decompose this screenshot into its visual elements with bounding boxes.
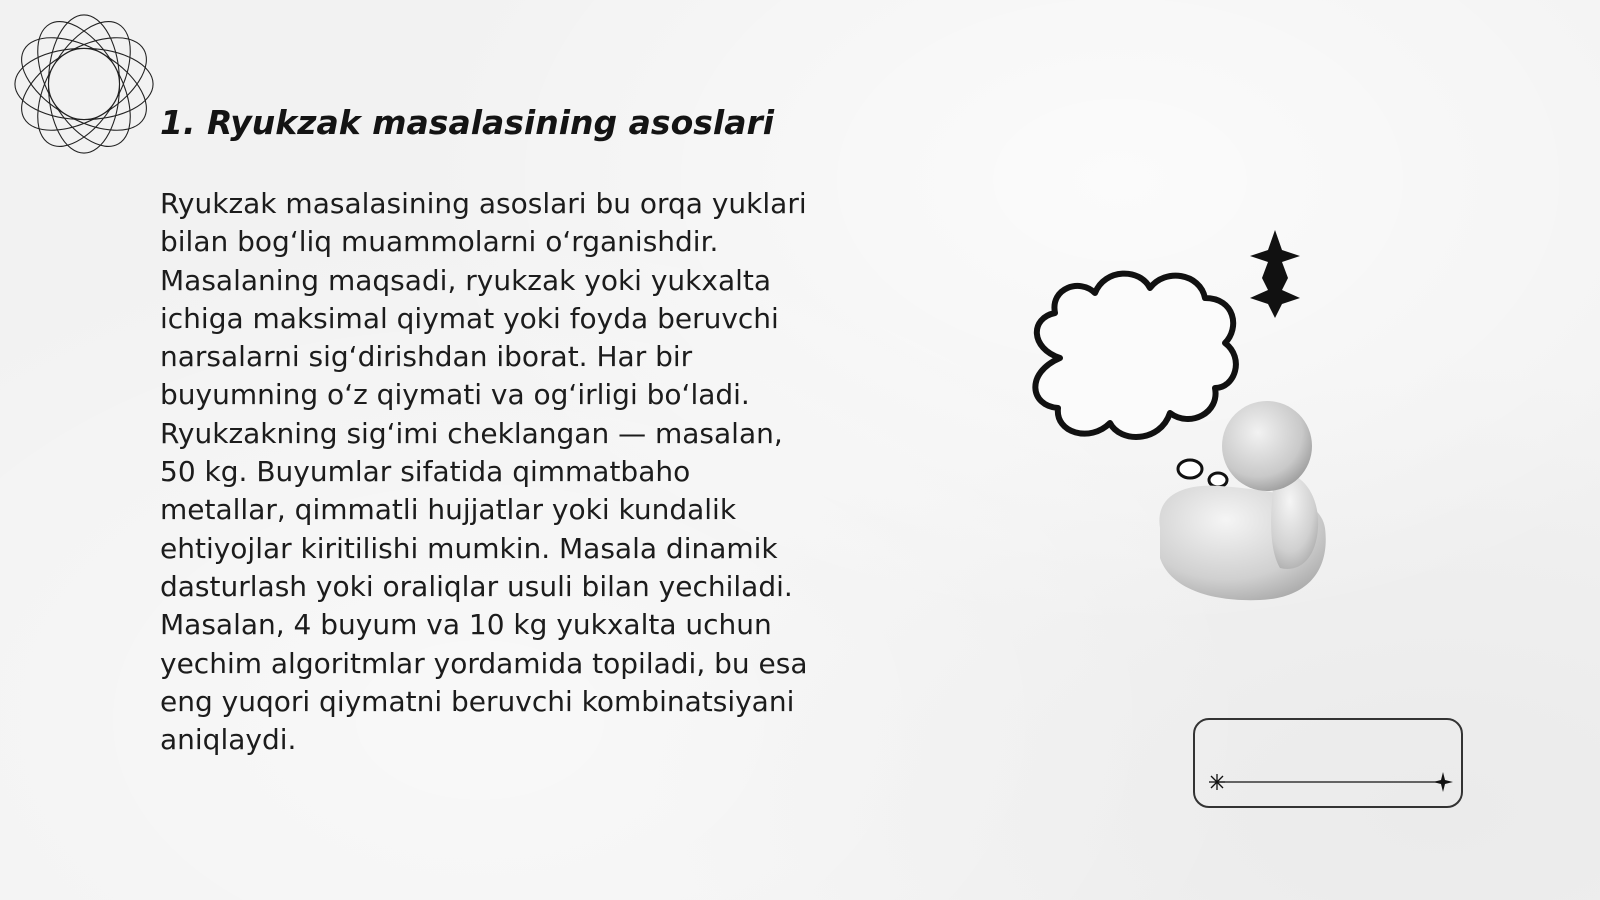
person-figure [1159,401,1325,600]
star-line-divider-icon [1205,770,1455,794]
caption-box [1193,718,1463,808]
slide-title: 1. Ryukzak masalasining asoslari [160,103,775,142]
slide-body-text: Ryukzak masalasining asoslari bu orqa yuklari bilan bog‘liq muammolarni o‘rganishdir. Masalaning maqsadi, ryukzak yoki yukxalta ichiga maksimal qiymat yoki foyda beruvchi narsalarni sig‘dirishdan iborat. Har bir buyumning o‘z qiymati va og‘irligi bo‘ladi. Ryukzakning sig‘imi cheklangan — masalan, 50 kg. Buyumlar sifatida qimmatbaho metallar, qimmatli hujjatlar yoki kundalik ehtiyojlar kiritilishi mumkin. Masala dinamik dasturlash yoki oraliqlar usuli bilan yechiladi. Masalan, 4 buyum va 10 kg yukxalta uchun yechim algoritmlar yordamida topiladi, bu esa eng yuqori qiymatni beruvchi kombinatsiyani aniqlaydi. [160,187,808,757]
sparkle-icon [1250,230,1300,318]
thinking-person-illustration [1020,228,1340,618]
ring-ornament-icon [10,10,158,158]
thought-bubble-icon [1035,274,1236,487]
